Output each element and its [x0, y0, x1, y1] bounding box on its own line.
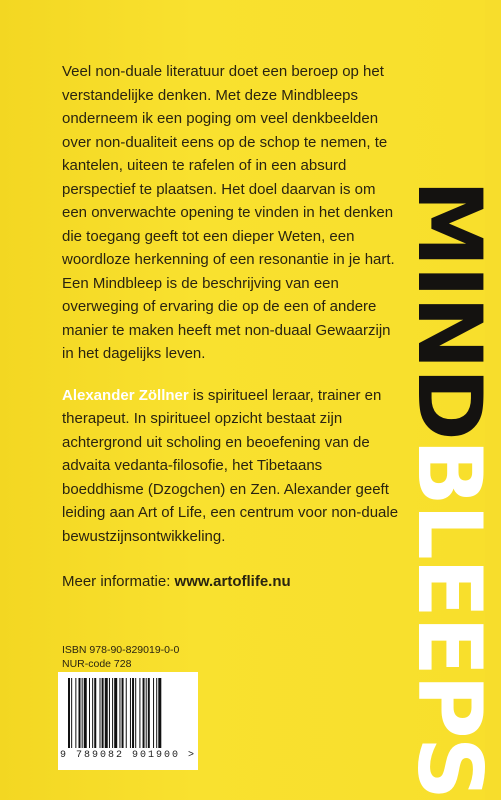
barcode-bar — [135, 678, 136, 748]
title-bleeps: BLEEPS — [398, 438, 501, 798]
barcode-bar — [68, 678, 70, 748]
barcode-bar — [130, 678, 131, 748]
barcode-bar — [143, 678, 145, 748]
website-link[interactable]: www.artoflife.nu — [174, 573, 291, 590]
barcode-bar — [114, 678, 117, 748]
barcode-bar — [102, 678, 104, 748]
barcode-bar — [126, 678, 127, 748]
barcode-bar — [75, 678, 76, 748]
barcode-bar — [84, 678, 87, 748]
barcode-bar — [158, 678, 161, 748]
barcode-number: 9 789082 901900 > — [59, 750, 197, 761]
author-bio-text: is spiritueel leraar, trainer en therapeut. In spiritueel opzicht bestaat zijn achtergrond uit scholing en beoefening van de advaita vedanta-filosofie, het Tibetaans boeddhisme (Dzogchen) en Zen. Alexander geeft leiding aan Art of Life, een centrum voor non-duale bewustzijnsontwikkeling. — [62, 386, 399, 545]
more-info-label: Meer informatie: — [62, 573, 175, 590]
isbn-text: ISBN 978-90-829019-0-0 — [62, 644, 180, 656]
barcode-bar — [156, 678, 157, 748]
title-vertical — [398, 8, 501, 798]
nur-code-text: NUR-code 728 — [62, 658, 132, 670]
author-name: Alexander Zöllner — [62, 386, 189, 404]
author-bio — [62, 384, 402, 549]
more-info — [62, 570, 402, 594]
barcode-bar — [146, 678, 147, 748]
barcode-bar — [89, 678, 90, 748]
barcode-bars — [68, 678, 190, 748]
barcode-bar — [71, 678, 72, 748]
barcode-bar — [79, 678, 81, 748]
title-mind: MIND — [398, 179, 501, 439]
isbn-block — [62, 643, 179, 671]
barcode-bar — [112, 678, 113, 748]
barcode-bar — [105, 678, 108, 748]
barcode-bar — [94, 678, 96, 748]
barcode — [58, 672, 198, 770]
barcode-bar — [119, 678, 120, 748]
barcode-bar — [92, 678, 93, 748]
barcode-bar — [148, 678, 150, 748]
blurb-column — [62, 60, 402, 594]
barcode-bar — [122, 678, 124, 748]
barcode-bar — [132, 678, 134, 748]
blurb-paragraph-2: Een Mindbleep is de beschrijving van een overweging of ervaring die op de een of andere manier te maken heeft met non-duaal Gewaarzijn in het dagelijks leven. — [62, 274, 391, 362]
barcode-bar — [139, 678, 140, 748]
barcode-bar — [100, 678, 101, 748]
blurb-paragraph-1: Veel non-duale literatuur doet een beroep op het verstandelijke denken. Met deze Mindbleeps onderneem ik een poging om veel denkbeelden over non-dualiteit eens op de schop te nemen, te kantelen, uiteen te rafelen of in een absurd perspectief te plaatsen. Het doel daarvan is om een onverwachte opening te vinden in het denken die toegang geeft tot een dieper Weten, een woordloze herkenning of een resonantie in je hart. — [62, 63, 395, 268]
barcode-bar — [109, 678, 110, 748]
barcode-bar — [153, 678, 154, 748]
barcode-bar — [82, 678, 83, 748]
